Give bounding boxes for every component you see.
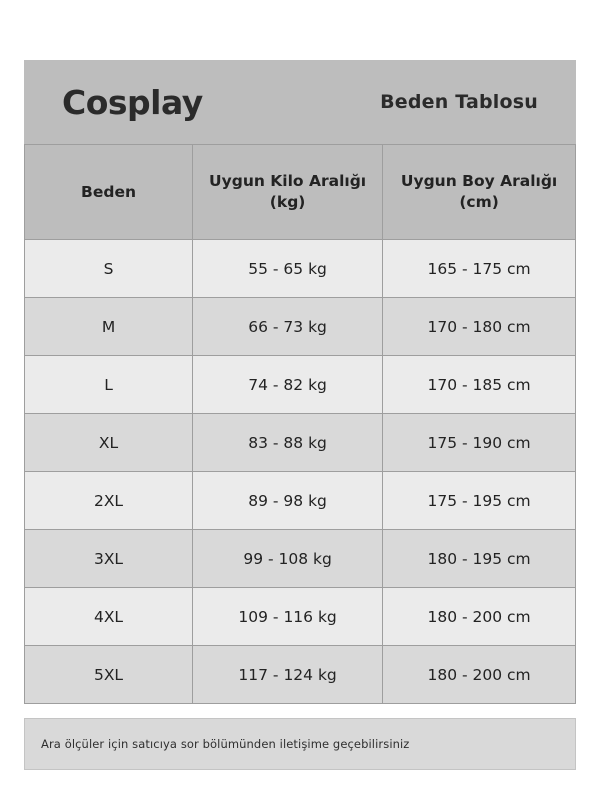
column-header-boy-line1: Uygun Boy Aralığı	[400, 172, 558, 191]
cell-beden: L	[25, 356, 193, 414]
table-row	[25, 356, 576, 414]
cell-boy: 180 - 200 cm	[383, 646, 576, 704]
column-header-beden-line1: Beden	[81, 182, 137, 201]
table-row	[25, 240, 576, 298]
table-header-row	[25, 145, 576, 240]
table-row	[25, 472, 576, 530]
footer-note-text: Ara ölçüler için satıcıya sor bölümünden iletişime geçebilirsiniz	[41, 737, 410, 751]
table-row	[25, 588, 576, 646]
cell-kilo: 74 - 82 kg	[193, 356, 383, 414]
cell-beden: S	[25, 240, 193, 298]
cell-boy: 170 - 185 cm	[383, 356, 576, 414]
cell-beden: 3XL	[25, 530, 193, 588]
cell-beden: 4XL	[25, 588, 193, 646]
cell-beden: M	[25, 298, 193, 356]
cell-boy: 175 - 195 cm	[383, 472, 576, 530]
cell-boy: 170 - 180 cm	[383, 298, 576, 356]
cell-kilo: 89 - 98 kg	[193, 472, 383, 530]
size-table	[24, 144, 576, 704]
column-header-kilo-line1: Uygun Kilo Aralığı	[209, 172, 367, 191]
cell-kilo: 66 - 73 kg	[193, 298, 383, 356]
table-row	[25, 646, 576, 704]
column-header-kilo-line2: (kg)	[269, 193, 306, 211]
cell-boy: 175 - 190 cm	[383, 414, 576, 472]
cell-boy: 180 - 200 cm	[383, 588, 576, 646]
cell-beden: XL	[25, 414, 193, 472]
brand-logo: Cosplay	[62, 82, 203, 122]
cell-kilo: 109 - 116 kg	[193, 588, 383, 646]
column-header-beden	[25, 145, 193, 240]
column-header-kilo	[193, 145, 383, 240]
cell-kilo: 117 - 124 kg	[193, 646, 383, 704]
column-header-boy	[383, 145, 576, 240]
column-header-boy-line2: (cm)	[459, 193, 499, 211]
cell-beden: 5XL	[25, 646, 193, 704]
table-row	[25, 414, 576, 472]
chart-header	[24, 60, 576, 144]
cell-boy: 180 - 195 cm	[383, 530, 576, 588]
table-row	[25, 298, 576, 356]
table-body	[25, 240, 576, 704]
table-row	[25, 530, 576, 588]
cell-kilo: 55 - 65 kg	[193, 240, 383, 298]
cell-kilo: 83 - 88 kg	[193, 414, 383, 472]
page-title: Beden Tablosu	[380, 91, 538, 113]
cell-boy: 165 - 175 cm	[383, 240, 576, 298]
size-chart-sheet	[24, 60, 576, 770]
footer-note	[24, 718, 576, 770]
cell-kilo: 99 - 108 kg	[193, 530, 383, 588]
cell-beden: 2XL	[25, 472, 193, 530]
